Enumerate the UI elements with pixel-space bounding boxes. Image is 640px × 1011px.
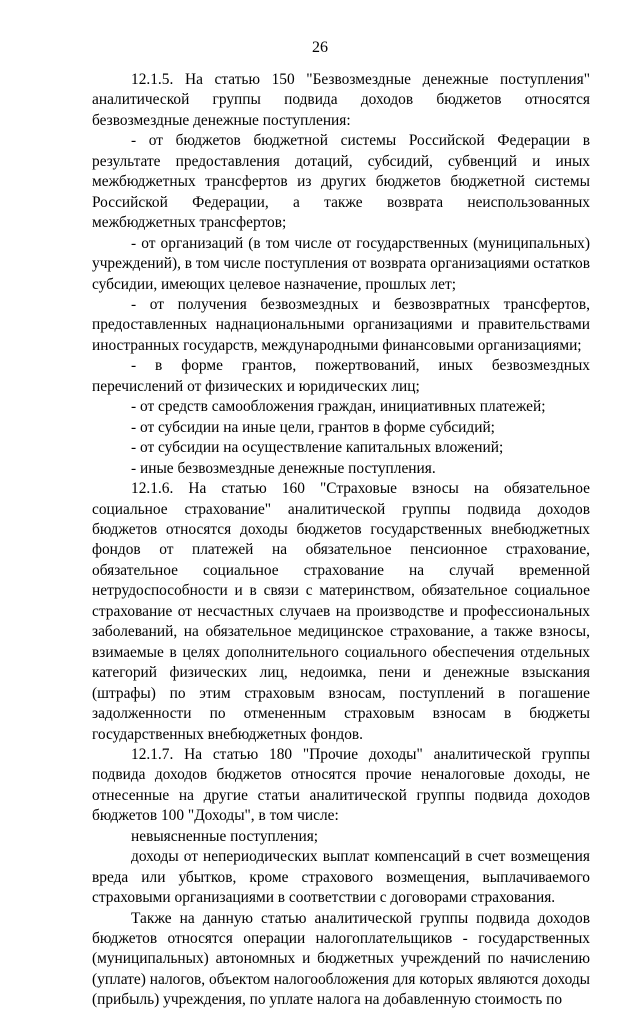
paragraph-taxpayer-operations: Также на данную статью аналитической группы подвида доходов бюджетов относятся операции налогоплательщиков - государственных (муниципальных) автономных и бюджетных учреждений по начислению (уплате) налогов, объектом налогообложения для которых являются доходы (прибыль) учреждения, по уплате налога на добавленную стоимость по [92,909,590,1009]
list-item-grants: - в форме грантов, пожертвований, иных безвозмездных перечислений от физических и юридических лиц; [92,357,590,395]
list-item-self-taxation: - от средств самообложения граждан, инициативных платежей; [131,398,546,416]
paragraph-compensation: доходы от непериодических выплат компенсаций в счет возмещения вреда или убытков, кроме страхового возмещения, выплачиваемого страховыми организациями в соответствии с договорами страхования. [92,848,590,907]
paragraph-article-160: 12.1.6. На статью 160 "Страховые взносы на обязательное социальное страхование" аналитической группы подвида доходов бюджетов относятся доходы бюджетов государственных внебюджетных фондов от платежей на обязательное пенсионное страхование, обязательное социальное страхование на случай временной нетрудоспособности и в связи с материнством, обязательное социальное страхование от несчастных случаев на производстве и профессиональных заболеваний, на обязательное медицинское страхование, а также взносы, взимаемые в целях дополнительного социального обеспечения отдельных категорий физических лиц, недоимка, пени и денежные взыскания (штрафы) по этим страховым взносам, поступлений в погашение задолженности по отмененным страховым взносам в бюджеты государственных внебюджетных фондов. [92,480,590,743]
list-item-organizations: - от организаций (в том числе от государственных (муниципальных) учреждений), в том числе поступления от возврата организациями остатков субсидии, имеющих целевое назначение, прошлых лет; [92,234,591,293]
paragraph-article-180: 12.1.7. На статью 180 "Прочие доходы" аналитической группы подвида доходов бюджетов относятся прочие неналоговые доходы, не отнесенные на другие статьи аналитической группы подвида доходов бюджетов 100 "Доходы", в том числе: [92,745,590,825]
list-item-subsidy-capital: - от субсидии на осуществление капитальных вложений; [131,439,504,457]
page-number: 26 [312,39,328,56]
page-body [92,70,590,1011]
list-item-budgets: - от бюджетов бюджетной системы Российской Федерации в результате предоставления дотаций, субсидий, субвенций и иных межбюджетных трансфертов из других бюджетов бюджетной системы Российской Федерации, а также возврата неиспользованных межбюджетных трансфертов; [92,132,590,232]
paragraph-article-150: 12.1.5. На статью 150 "Безвозмездные денежные поступления" аналитической группы подвида доходов бюджетов относятся безвозмездные денежные поступления: [92,71,590,129]
paragraph-unclarified: невыясненные поступления; [131,827,319,845]
list-item-other-receipts: - иные безвозмездные денежные поступления. [131,459,436,477]
list-item-transfers: - от получения безвозмездных и безвозвратных трансфертов, предоставленных наднациональными организациями и правительствами иностранных государств, международными финансовыми организациями; [92,295,590,354]
list-item-subsidy-other: - от субсидии на иные цели, грантов в форме субсидий; [131,418,495,436]
